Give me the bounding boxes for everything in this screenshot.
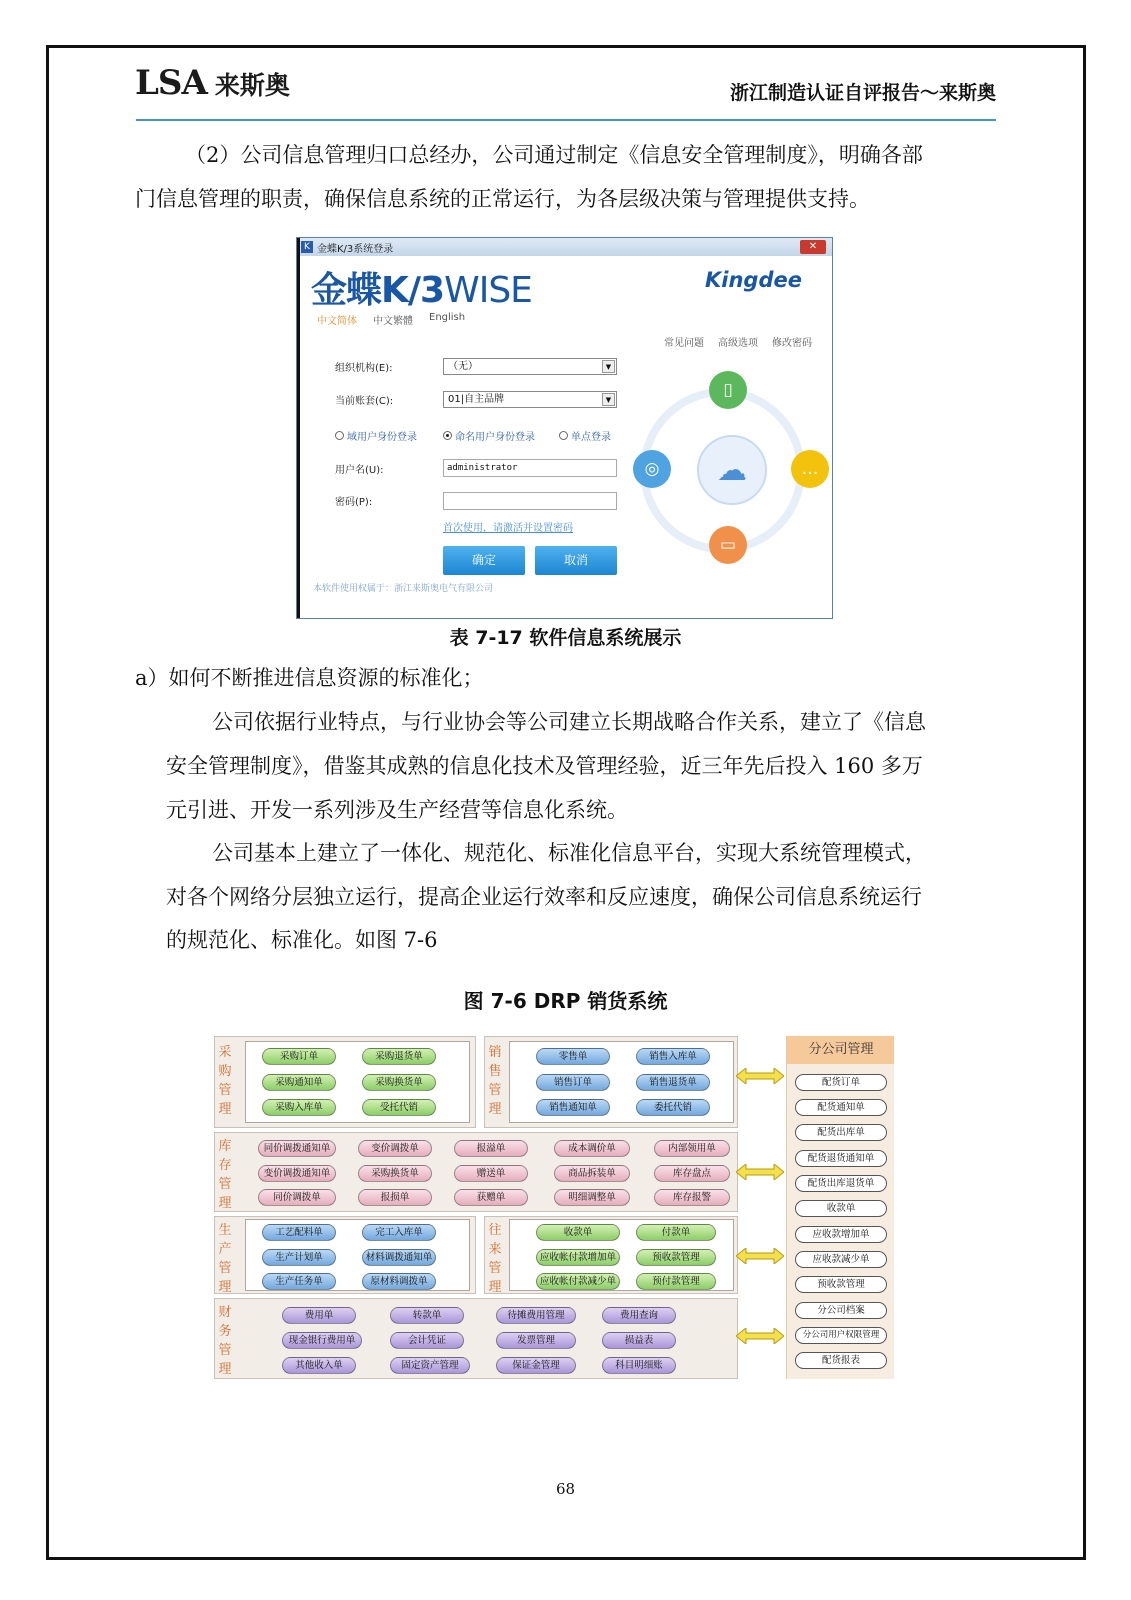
- branch-item[interactable]: 配货订单: [795, 1074, 887, 1091]
- paragraph-line: （2）公司信息管理归口总经办，公司通过制定《信息安全管理制度》，明确各部: [185, 143, 923, 167]
- page-number: 68: [555, 1480, 576, 1498]
- radio-icon: [559, 431, 568, 440]
- paragraph-line: 对各个网络分层独立运行，提高企业运行效率和反应速度，确保公司信息系统运行: [166, 885, 922, 909]
- section-production: [214, 1216, 476, 1294]
- password-input[interactable]: [443, 492, 617, 510]
- header-divider: [136, 119, 996, 121]
- link-faq[interactable]: 常见问题: [664, 338, 704, 349]
- paragraph-line: 的规范化、标准化。如图 7-6: [166, 928, 438, 952]
- paragraph-line: 安全管理制度》，借鉴其成熟的信息化技术及管理经验，近三年先后投入 160 多万: [166, 754, 923, 778]
- module-pill[interactable]: 预付款管理: [636, 1273, 716, 1290]
- window-edge: [297, 238, 300, 618]
- module-pill[interactable]: 现金银行费用单: [282, 1332, 362, 1349]
- module-pill[interactable]: 同价调拨通知单: [258, 1140, 336, 1157]
- branch-management-panel: [786, 1036, 894, 1379]
- globe-icon: ◎: [633, 450, 671, 488]
- window-titlebar: [297, 238, 832, 256]
- radio-icon: [335, 431, 344, 440]
- chevron-down-icon: ▼: [602, 393, 615, 406]
- org-label: 组织机构(E):: [335, 363, 393, 374]
- module-pill[interactable]: 采购入库单: [262, 1099, 336, 1116]
- window-title: 金蝶K/3系统登录: [317, 243, 394, 255]
- branch-item[interactable]: 配货通知单: [795, 1099, 887, 1116]
- module-pill[interactable]: 预收款管理: [636, 1249, 716, 1266]
- double-arrow-icon: [736, 1164, 784, 1180]
- branch-item[interactable]: 配货退货通知单: [795, 1150, 887, 1167]
- module-pill[interactable]: 同价调拨单: [258, 1189, 336, 1206]
- app-icon: K: [301, 241, 313, 253]
- module-pill[interactable]: 委托代销: [636, 1099, 710, 1116]
- link-change-password[interactable]: 修改密码: [772, 338, 812, 349]
- module-pill[interactable]: 费用单: [282, 1307, 356, 1324]
- module-pill[interactable]: 明细调整单: [554, 1189, 630, 1206]
- module-pill[interactable]: 费用查询: [602, 1307, 676, 1324]
- branch-item[interactable]: 收款单: [795, 1200, 887, 1217]
- module-pill[interactable]: 采购换货单: [362, 1074, 436, 1091]
- module-pill[interactable]: 材料调拨通知单: [362, 1249, 436, 1266]
- module-pill[interactable]: 工艺配料单: [262, 1224, 336, 1241]
- section-title: 库 存 管 理: [218, 1139, 232, 1211]
- module-pill[interactable]: 库存报警: [654, 1189, 730, 1206]
- report-title: 浙江制造认证自评报告～来斯奥: [729, 82, 996, 104]
- module-pill[interactable]: 报溢单: [454, 1140, 528, 1157]
- radio-sso-login[interactable]: 单点登录: [559, 428, 611, 443]
- double-arrow-icon: [736, 1068, 784, 1084]
- module-pill[interactable]: 零售单: [536, 1048, 610, 1065]
- top-links: [664, 334, 812, 349]
- branch-item[interactable]: 配货出库单: [795, 1124, 887, 1141]
- paragraph-line: 公司基本上建立了一体化、规范化、标准化信息平台，实现大系统管理模式，: [212, 841, 926, 865]
- module-pill[interactable]: 转款单: [390, 1307, 464, 1324]
- section-title: 销 售 管 理: [488, 1045, 502, 1117]
- tablet-icon: ▯: [709, 371, 747, 409]
- section-title: 生 产 管 理: [218, 1223, 232, 1295]
- link-advanced[interactable]: 高级选项: [718, 338, 758, 349]
- module-pill[interactable]: 固定资产管理: [390, 1357, 470, 1374]
- chevron-down-icon: ▼: [602, 360, 615, 373]
- section-title: 往 来 管 理: [488, 1223, 502, 1295]
- double-arrow-icon: [736, 1328, 784, 1344]
- module-pill[interactable]: 赠送单: [454, 1165, 528, 1182]
- cancel-button[interactable]: 取消: [535, 546, 617, 575]
- license-note: 本软件使用权属于：浙江来斯奥电气有限公司: [313, 584, 494, 594]
- module-pill[interactable]: 应收帐付款减少单: [536, 1273, 620, 1290]
- branch-title: 分公司管理: [787, 1036, 894, 1064]
- radio-checked-icon: [443, 431, 452, 440]
- module-pill[interactable]: 完工入库单: [362, 1224, 436, 1241]
- password-label: 密码(P):: [335, 497, 373, 508]
- cloud-icon: ☁: [697, 435, 767, 505]
- module-pill[interactable]: 收款单: [536, 1224, 620, 1241]
- module-pill[interactable]: 其他收入单: [282, 1357, 356, 1374]
- module-pill[interactable]: 库存盘点: [654, 1165, 730, 1182]
- module-pill[interactable]: 损益表: [602, 1332, 676, 1349]
- module-pill[interactable]: 采购通知单: [262, 1074, 336, 1091]
- close-icon[interactable]: ✕: [800, 240, 826, 254]
- module-pill[interactable]: 销售订单: [536, 1074, 610, 1091]
- lang-simplified[interactable]: 中文简体: [317, 316, 357, 327]
- section-title: 财 务 管 理: [218, 1305, 232, 1377]
- lang-traditional[interactable]: 中文繁體: [373, 316, 413, 327]
- account-select[interactable]: 01|自主品牌 ▼: [443, 391, 617, 408]
- figure-caption: 图 7-6 DRP 销货系统: [463, 989, 668, 1013]
- paragraph-line: 门信息管理的职责，确保信息系统的正常运行，为各层级决策与管理提供支持。: [135, 187, 870, 211]
- module-pill[interactable]: 商品拆装单: [554, 1165, 630, 1182]
- first-use-link[interactable]: 首次使用，请激活并设置密码: [443, 523, 573, 534]
- double-arrow-icon: [736, 1248, 784, 1264]
- chat-icon: …: [791, 450, 829, 488]
- username-label: 用户名(U):: [335, 465, 384, 476]
- module-pill[interactable]: 报损单: [358, 1189, 432, 1206]
- module-pill[interactable]: 原材料调拨单: [362, 1273, 436, 1290]
- kingdee-logo: Kingdee: [705, 268, 802, 292]
- kingdee-login-window: [296, 237, 833, 619]
- logo-cn-text: 来斯奥: [214, 71, 290, 100]
- paragraph-line: 元引进、开发一系列涉及生产经营等信息化系统。: [166, 798, 628, 822]
- section-purchase: [214, 1036, 476, 1128]
- module-pill[interactable]: 销售退货单: [636, 1074, 710, 1091]
- product-brand: 金蝶K/3WISE: [311, 270, 532, 311]
- module-pill[interactable]: 采购退货单: [362, 1048, 436, 1065]
- module-pill[interactable]: 付款单: [636, 1224, 716, 1241]
- module-pill[interactable]: 变价调拨单: [358, 1140, 432, 1157]
- paragraph-line: 公司依据行业特点，与行业协会等公司建立长期战略合作关系，建立了《信息: [212, 710, 926, 734]
- module-pill[interactable]: 科目明细账: [602, 1357, 676, 1374]
- language-switch: [317, 312, 465, 327]
- branch-item[interactable]: 配货报表: [795, 1352, 887, 1369]
- company-logo: [135, 63, 290, 103]
- branch-item[interactable]: 应收款增加单: [795, 1226, 887, 1243]
- module-pill[interactable]: 应收帐付款增加单: [536, 1249, 620, 1266]
- branch-item[interactable]: 预收款管理: [795, 1276, 887, 1293]
- module-pill[interactable]: 变价调拨通知单: [258, 1165, 336, 1182]
- module-pill[interactable]: 发票管理: [496, 1332, 576, 1349]
- module-pill[interactable]: 会计凭证: [390, 1332, 464, 1349]
- branch-item[interactable]: 配货出库退货单: [795, 1175, 887, 1192]
- lang-english[interactable]: English: [429, 312, 466, 323]
- list-item: a）如何不断推进信息资源的标准化；: [135, 666, 484, 690]
- module-pill[interactable]: 销售入库单: [636, 1048, 710, 1065]
- org-select[interactable]: （无） ▼: [443, 358, 617, 375]
- module-pill[interactable]: 保证金管理: [496, 1357, 576, 1374]
- logo-lsa-text: LSA: [135, 63, 207, 103]
- radio-named-login[interactable]: 命名用户身份登录: [443, 428, 535, 443]
- module-pill[interactable]: 生产计划单: [262, 1249, 336, 1266]
- branch-item[interactable]: 应收款减少单: [795, 1251, 887, 1268]
- module-pill[interactable]: 销售通知单: [536, 1099, 610, 1116]
- module-pill[interactable]: 生产任务单: [262, 1273, 336, 1290]
- drp-diagram: [214, 1036, 894, 1379]
- module-pill[interactable]: 待摊费用管理: [496, 1307, 576, 1324]
- username-input[interactable]: administrator: [443, 459, 617, 477]
- account-label: 当前账套(C):: [335, 396, 394, 407]
- module-pill[interactable]: 内部领用单: [654, 1140, 730, 1157]
- module-pill[interactable]: 获赠单: [454, 1189, 528, 1206]
- section-title: 采 购 管 理: [218, 1045, 232, 1117]
- module-pill[interactable]: 成本调价单: [554, 1140, 630, 1157]
- ok-button[interactable]: 确定: [443, 546, 525, 575]
- module-pill[interactable]: 采购订单: [262, 1048, 336, 1065]
- module-pill[interactable]: 采购换货单: [358, 1165, 432, 1182]
- table-caption: 表 7-17 软件信息系统展示: [449, 627, 682, 649]
- branch-item[interactable]: 分公司用户权限管理: [795, 1327, 887, 1344]
- monitor-icon: ▭: [709, 526, 747, 564]
- radio-domain-login[interactable]: 域用户身份登录: [335, 428, 417, 443]
- branch-item[interactable]: 分公司档案: [795, 1302, 887, 1319]
- module-pill[interactable]: 受托代销: [362, 1099, 436, 1116]
